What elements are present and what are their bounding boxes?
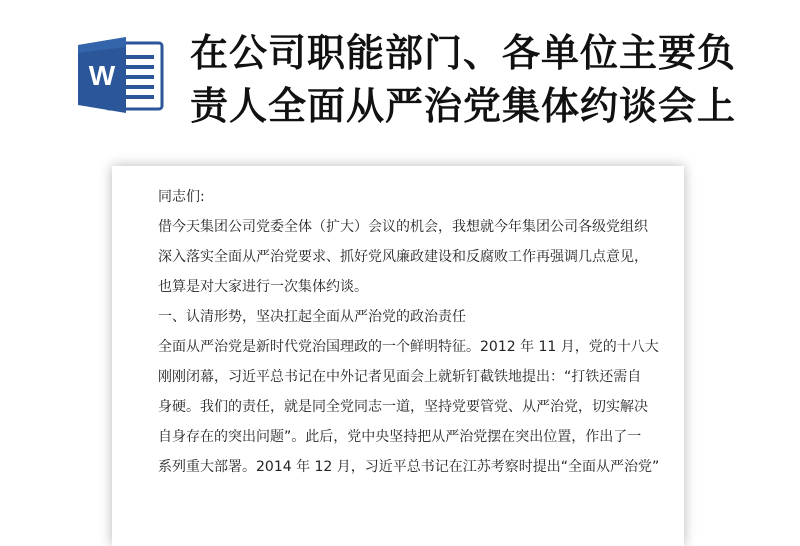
section-heading: 一、认清形势，坚决扛起全面从严治党的政治责任	[158, 309, 466, 325]
header-banner	[0, 0, 800, 150]
svg-text:W: W	[88, 60, 116, 91]
text-line: 自身存在的突出问题”。此后，党中央坚持把从严治党摆在突出位置，作出了一	[158, 429, 642, 445]
text-line: 借今天集团公司党委全体（扩大）会议的机会，我想就今年集团公司各级党组织	[158, 219, 648, 235]
word-document-icon	[76, 35, 166, 115]
text-line: 身硬。我们的责任，就是同全党同志一道，坚持党要管党、从严治党，切实解决	[158, 399, 648, 415]
title-line-2: 责人全面从严治党集体约谈会上	[190, 84, 737, 128]
text-line: 刚刚闭幕，习近平总书记在中外记者见面会上就斩钉截铁地提出：“打铁还需自	[158, 369, 642, 385]
title-line-1: 在公司职能部门、各单位主要负	[190, 31, 737, 75]
text-line: 深入落实全面从严治党要求、抓好党风廉政建设和反腐败工作再强调几点意见，	[158, 249, 648, 265]
text-line: 也算是对大家进行一次集体约谈。	[158, 279, 368, 295]
document-page	[112, 166, 684, 546]
text-line: 系列重大部署。2014 年 12 月，习近平总书记在江苏考察时提出“全面从严治党”	[158, 459, 660, 475]
document-title	[190, 27, 780, 133]
text-line: 全面从严治党是新时代党治国理政的一个鲜明特征。2012 年 11 月，党的十八大	[158, 339, 659, 355]
text-line: 同志们:	[158, 189, 205, 205]
document-body	[158, 182, 658, 482]
